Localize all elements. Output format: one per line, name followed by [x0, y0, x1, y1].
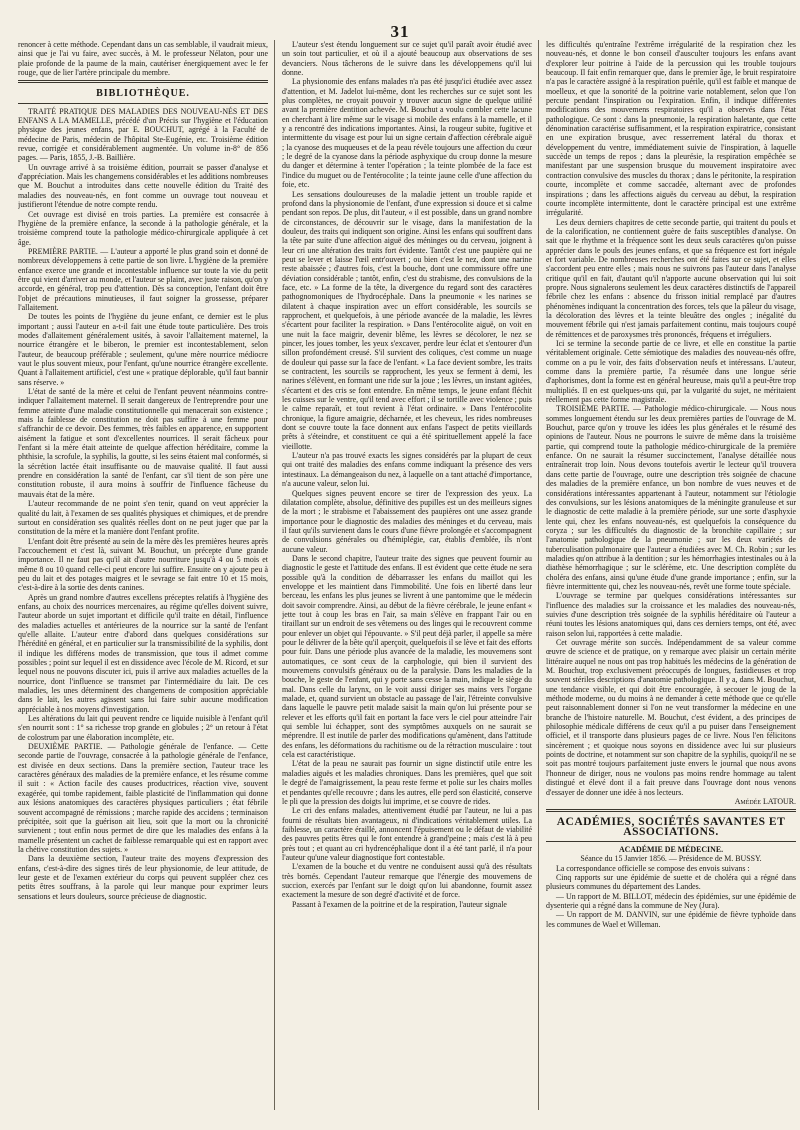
- bibliotheque-heading: BIBLIOTHÈQUE.: [96, 88, 190, 100]
- academies-heading: ACADÉMIES, SOCIÉTÉS SAVANTES ET ASSOCIATIONS.: [556, 816, 786, 838]
- column-right: [546, 40, 796, 1115]
- author-signature: Amédée LATOUR.: [734, 796, 796, 806]
- paragraph: PREMIÈRE PARTIE. — L'auteur a apporté le plus grand soin et donné de nombreux développemens à cette partie de son livre. L'hygiène de la première enfance exerce une grande et incontestable influence sur toute la vie du petit être qui vient d'arriver au monde, et l'auteur se plaint, avec juste raison, qu'on y accorde, en général, trop peu d'attention. Dès sa conception, l'enfant doit être l'objet de précautions minutieuses, il faut soigner la grossesse, préparer l'allaitement.: [18, 246, 268, 312]
- paragraph: L'auteur n'a pas trouvé exacts les signes considérés par la plupart de ceux qui ont traité des maladies des enfans comme indiquant la présence des vers intestinaux. La démangeaison du nez, à laquelle on a tant attaché d'importance, n'a aucune valeur, selon lui.: [282, 451, 532, 489]
- academy-name: ACADÉMIE DE MÉDECINE.: [618, 844, 724, 854]
- paragraph: Dans le second chapitre, l'auteur traite des signes que peuvent fournir au diagnostic le geste et l'attitude des enfans. Il est évident que cette étude ne sera possible qu'à la condition de débarrasser les enfans du maillot qui les enveloppe et les maintient dans l'immobilité. Une fois en liberté dans leur berceau, les enfans les plus jeunes se livrent à une pantomime que le médecin doit savoir comprendre. Ainsi, au début de la fièvre cérébrale, le jeune enfant « jette tout à coup les bras en l'air, sa main s'élève en frappant l'air ou en tiraillant sur un endroit de ses vêtemens ou des linges qui le recouvrent comme pour enlever un objet qui l'épouvante. » S'il peut déjà parler, il appelle sa mère pour le délivrer de la bête qu'il aperçoit, quelquefois il se lève et fait des efforts pour fuir. Dans une période plus avancée de la maladie, les mouvemens sont automatiques, ce sont ceux de la carphologie, qui bien il survient des mouvemens convulsifs généraux ou de la paralysie. Dans les maladies de la bouche, le geste de l'enfant, qui y porte sans cesse la main, indique le siège du mal. Dans celle du larynx, on le voit aussi diriger ses mains vers l'organe malade, et, quand survient un obstacle au passage de l'air, l'étreinte convulsive dans laquelle le pauvre petit malade saisit la main qu'on lui présente pour se relever et les efforts qu'il fait en portant la face vers le ciel pour atteindre l'air qui semble lui échapper, sont des symptômes auxquels on ne saurait se méprendre. Il est inutile de parler des modifications qu'amènent, dans l'attitude des enfans, les déformations du rachitisme ou de la rétraction musculaire : tout cela est caractéristique.: [282, 553, 532, 760]
- paragraph: L'enfant doit être présenté au sein de la mère dès les premières heures après l'accouchement et c'est là, suivant M. Bouchut, un précepte d'une grande importance. Il ne faut pas qu'il ait d'autre nourriture jusqu'à 4 ou 5 mois et même 8 ou 10 quand celle-ci peut encore lui suffire. Ensuite on y ajoute peu à peu du lait et des potages maigres et le sevrage se fait entre 10 et 15 mois, c'est-à-dire à la sortie des dents canines.: [18, 536, 268, 593]
- paragraph: Cet ouvrage mérite son succès. Indépendamment de sa valeur comme œuvre de science et de pratique, on y remarque avec plaisir un certain mérite littéraire auquel ne nous ont pas trop habitués les médecins de la génération de M. Bouchut, trop exclusivement préoccupés de longues, fastidieuses et trop souvent stériles descriptions d'anatomie pathologique. Il y a, dans M. Bouchut, une tendance visible, et qui doit être encouragée, à secouer le joug de la méthode moderne, ou du moins à ne demander à cette méthode que ce qu'elle peut raisonnablement donner si l'on ne veut transformer la médecine en une branche de l'histoire naturelle. M. Bouchut, c'est évident, a des principes de philosophie médicale différens de ceux qu'il a pu puiser dans l'enseignement officiel, et il transporte dans plusieurs pages de ce livre. Nous l'en félicitons sincèrement ; et quoique nous soyons en dissidence avec lui sur plusieurs points de doctrine, et notamment sur son chapitre de la syphilis, quoiqu'il ne se soit pas montré toujours parfaitement juste envers le journal que nous avons l'honneur de diriger, nous ne voulons pas moins rendre hommage au talent distingué et élevé dont il a fait preuve dans l'ouvrage dont nous venons d'essayer de donner une idée à nos lecteurs.: [546, 638, 796, 797]
- column-middle: [282, 40, 532, 1115]
- paragraph: L'ouvrage se termine par quelques considérations intéressantes sur l'influence des maladies sur la croissance et les maladies des nouveau-nés, suivies d'une description très soignée de la syphilis héréditaire où l'auteur a réuni toutes les lésions anatomiques qui, dans ces derniers temps, ont été, avec raison selon lui, rapportées à cette maladie.: [546, 591, 796, 638]
- paragraph: Le cri des enfans malades, attentivement étudié par l'auteur, ne lui a pas fourni de résultats bien avantageux, ni d'indications véritablement utiles. La faiblesse, un caractère éraillé, annoncent l'épuisement ou le défaut de viabilité des pauvres petits êtres qui le font entendre à grand'peine ; mais c'est là à peu près tout ; et quant au cri hydrencéphalique dont il a été tant parlé, il n'a pour l'auteur qu'une valeur diagnostique fort contestable.: [282, 806, 532, 862]
- paragraph: L'état de santé de la mère et celui de l'enfant peuvent néanmoins contre-indiquer l'allaitement maternel. Il serait dangereux de l'entreprendre pour une femme atteinte d'une maladie constitutionnelle qui menacerait son existence ; mais la faiblesse de constitution ne doit pas suffire à une femme pour s'affranchir de ce devoir. Des femmes, très faibles en apparence, en supportent aisément la fatigue et sont d'excellentes nourrices. Il serait fâcheux pour l'enfant si la mère était atteinte de quelque affection héréditaire, comme la phthisie, la scrofule, la syphilis, la goutte, si les seins étaient mal conformés, si la sécrétion lactée était insuffisante ou de mauvaise qualité. Il faut aussi prendre en considération la santé de l'enfant, car s'il tient de son père une constitution robuste, il aura moins à souffrir de l'influence fâcheuse du mauvais état de la mère.: [18, 387, 268, 499]
- paragraph: Cinq rapports sur une épidémie de suette et de choléra qui a régné dans plusieurs communes du département des Landes.: [546, 872, 796, 892]
- paragraph: La physionomie des enfans malades n'a pas été jusqu'ici étudiée avec assez d'attention, et M. Jadelot lui-même, dont les recherches sur ce sujet sont les plus complètes, ne croyait pouvoir y trouver aucun signe de quelque utilité avant la première dentition achevée. M. Bouchut a voulu combler cette lacune en cherchant à lire même sur le visage si mobile des enfans à la mamelle, et il y a rencontré des indications importantes. Ainsi, la rougeur subite, fugitive et intermittente du visage est pour lui un signe certain d'affection cérébrale aiguë ; la cyanose des muqueuses et de la peau révèle toujours une affection du cœur ; le degré de la cyanose dans la période asphyxique du croup donne la mesure du danger et détermine à tenter l'opération ; la teinte plombée de la face est l'indice du muguet ou de l'entérocolite ; la teinte jaune celle d'une affection du foie, etc.: [282, 77, 532, 190]
- paragraph: De toutes les points de l'hygiène du jeune enfant, ce dernier est le plus important ; aussi l'auteur en a-t-il fait une étude toute particulière. Des trois modes d'allaitement généralement usités, à savoir l'allaitement maternel, la nourrice étrangère et le biberon, le premier est incontestablement, selon l'auteur, de beaucoup préférable ; seulement, qu'une mère nourrice médiocre vaut le plus souvent mieux, pour l'enfant, qu'une nourrice étrangère excellente. Quant à l'allaitement artificiel, c'est une « pratique déplorable, qu'il faut bannir sans réserve. »: [18, 312, 268, 387]
- paragraph: Les altérations du lait qui peuvent rendre ce liquide nuisible à l'enfant qu'il s'en nourrit sont : 1° sa richesse trop grande en globules ; 2° un retour à l'état de colostrum par une élaboration incomplète, etc.: [18, 714, 268, 742]
- paragraph: Après un grand nombre d'autres excellens préceptes relatifs à l'hygiène des enfans, au choix des nourrices mercenaires, au régime qu'elles doivent suivre, l'auteur aborde un sujet important et difficile qu'il traite en détail, l'influence des maladies actuelles et antérieures de la nourrice sur la santé de l'enfant qu'elle allaite. L'auteur entre d'abord dans quelques considérations sur l'hérédité en général, et en particulier sur la transmissibilité de la syphilis, dont il indique les différens modes de transmission, que tous il admet comme possibles ; point sur lequel il est en dissidence avec l'école de M. Ricord, et sur lequel nous ne pouvons discuter ici, puis il arrive aux maladies actuelles de la nourrice, dont l'influence se transmet par l'intermédiaire du lait. De ces maladies, les unes déterminent des changemens de composition appréciable dans le lait, les autres agissent sans lui faire subir aucune modification appréciable à nos moyens d'investigation.: [18, 592, 268, 714]
- paragraph: Un ouvrage arrivé à sa troisième édition, pourrait se passer d'analyse et d'appréciation. Mais les changemens considérables et les additions nombreuses que M. Bouchut a introduites dans cette nouvelle édition du Traité des maladies des nouveau-nés, en font comme un ouvrage tout nouveau et justifieront l'étendue de notre compte rendu.: [18, 162, 268, 210]
- paragraph: Les deux derniers chapitres de cette seconde partie, qui traitent du pouls et de la calorification, ne contiennent guère de faits susceptibles d'analyse. On sait que le rhythme et la fréquence sont les deux seuls caractères qu'on puisse apprécier dans le pouls des jeunes enfans, et que sa fréquence est fort inégale et fort variable. De nombreuses recherches ont été faites sur ce sujet, et elles s'accordent peu entre elles ; mais nous ne suivrons pas l'auteur dans l'analyse critique qu'il en fait, d'autant qu'il n'apporte aucune observation qui lui soit propre. Nous signalerons seulement les deux caractères distinctifs de l'appareil fébrile chez les enfans : absence du frisson initial remplacé par d'autres phénomènes indiquant la concentration des forces, tels que la pâleur du visage, la décoloration des lèvres et la teinte bleuâtre des ongles ; inégalité du mouvement fébrile qui n'est jamais parfaitement continu, mais toujours coupé de rémittences et de paroxysmes très prononcés, fréquens et irréguliers.: [546, 217, 796, 339]
- paragraph: TROISIÈME PARTIE. — Pathologie médico-chirurgicale. — Nous nous sommes longuement étendu sur les deux premières parties de l'ouvrage de M. Bouchut, parce qu'on y trouve les idées les plus générales et le résumé des opinions de l'auteur. Nous ne pourrons le suivre de même dans la troisième partie, qui comprend toute la pathologie médico-chirurgicale de la première enfance. On ne saurait la résumer succinctement, l'analyse détaillée nous entraînerait trop loin. Nous devons toutefois avertir le lecteur qu'il trouvera dans cette partie de l'ouvrage, outre une description très soignée de chacune des maladies de la première enfance, un bon nombre de vues neuves et de considérations intéressantes appartenant à l'auteur, notamment sur l'étiologie des convulsions, sur les lésions anatomiques de la méningite granuleuse et sur le diagnostic de cette maladie à la première période, sur une sorte d'asphyxie lente qui, chez les enfans nouveau-nés, est quelquefois la conséquence du coryza ; sur les difficultés du diagnostic de la bronchite capillaire ; sur l'anatomie pathologique de la pneumonie ; sur les deux variétés de tuberculisation pulmonaire que l'auteur a étudiées avec M. Ch. Robin ; sur les maladies qu'on attribue à la dentition ; sur les hémorrhagies intestinales ou à la diathèse hémorrhagique ; sur le sclérème, etc. Une description complète du choléra des enfans, ainsi qu'une étude d'une grande importance ; enfin, sur la fièvre intermittente qui, chez les nouveau-nés, revêt une forme toute spéciale.: [546, 404, 796, 591]
- section-divider: [18, 80, 268, 83]
- column-rule: [274, 40, 275, 1110]
- paragraph: Dans la deuxième section, l'auteur traite des moyens d'expression des enfans, c'est-à-dire des signes tirés de leur physionomie, de leur attitude, de leur geste et de l'examen extérieur du corps qui peuvent suppléer chez ces petits êtres souffrans, à la parole qui leur manque pour exprimer leurs sensations et leurs douleurs, source précieuse de diagnostic.: [18, 854, 268, 901]
- paragraph: L'auteur s'est étendu longuement sur ce sujet qu'il paraît avoir étudié avec un soin tout particulier, et où il a ajouté beaucoup aux observations de ses devanciers. Nous tâcherons de le suivre dans les développemens qu'il lui donne.: [282, 40, 532, 78]
- heading-underline: [546, 841, 796, 842]
- section-divider: [546, 809, 796, 812]
- column-rule: [538, 40, 539, 1110]
- paragraph: — Un rapport de M. BILLOT, médecin des épidémies, sur une épidémie de dysenterie qui a régné dans la commune de Ney (Jura).: [546, 891, 796, 910]
- paragraph: les difficultés qu'entraîne l'extrême irrégularité de la respiration chez les nouveau-nés, et donne le bon conseil d'ausculter toujours les enfans avant d'explorer leur poitrine à l'aide de la percussion qui les trouble toujours beaucoup. Il fait enfin remarquer que, dans le premier âge, le bruit respiratoire n'a pas le caractère assigné à la respiration puérile, qu'il est faible et manque de moelleux, et que la sonorité de la poitrine varie notablement, selon que l'on percute pendant l'inspiration ou l'expiration. Enfin, il indique différentes modifications des mouvemens respiratoires qu'il a observés dans l'état pathologique. Ce sont : dans la pneumonie, la respiration haletante, que cette dénomination caractérise suffisamment, et la respiration expiratrice, consistant en une expiration brusque, avec resserrement latéral du thorax et développement du ventre, immédiatement suivie de l'inspiration, à laquelle succède un temps de repos ; dans la pleurésie, la respiration empêchée se manifestant par une suspension brusque du mouvement inspiratoire avec contraction convulsive des muscles du thorax ; dans le péritonite, la respiration courte, incomplète et comme saccadée, alternant avec de profondes inspirations ; dans les affections aiguës du cerveau au début, la respiration courte incomplète intermittente, dont le caractère principal est une extrême irrégularité.: [546, 40, 796, 218]
- page-number: 31: [390, 22, 410, 41]
- session-line: Séance du 15 Janvier 1856. — Présidence de M. BUSSY.: [580, 854, 762, 864]
- column-left: [18, 40, 268, 1115]
- opening-paragraph: renoncer à cette méthode. Cependant dans un cas semblable, il vaudrait mieux, ainsi que je l'ai vu faire, avec succès, à M. le professeur Nélaton, pour une plaie profonde de la paume de la main, cautériser énergiquement avec le fer rouge, que de lier l'artère principale du membre.: [18, 40, 268, 78]
- paragraph: L'auteur recommande de ne point s'en tenir, quand on veut apprécier la qualité du lait, à l'examen de ses qualités physiques et chimiques, et de prendre surtout en considération ses qualités réelles dont on ne peut juger que par la constitution de la mère et la manière dont l'enfant profite.: [18, 499, 268, 537]
- paragraph: DEUXIÈME PARTIE. — Pathologie générale de l'enfance. — Cette seconde partie de l'ouvrage, consacrée à la pathologie générale de l'enfance, est divisée en deux sections. Dans la première section, l'auteur trace les caractères généraux des maladies de la première enfance, et les résume comme il suit : « Action facile des causes productrices, réaction vive, souvent exagérée, qui tombe rapidement, faible plasticité de l'inflammation qui donne aux lésions anatomiques des caractères physiques particuliers ; état fébrile souvent accompagné de rémissions ; marche rapide des accidens ; terminaison précipitée, soit que la guérison ait lieu, soit que la mort ou la chronicité survienent ; tout enfin nous permet de dire que les maladies des enfans à la mamelle présentent un cachet de faiblesse remarquable qui est en rapport avec la chétive constitution des sujets. »: [18, 742, 268, 854]
- paragraph: Quelques signes peuvent encore se tirer de l'expression des yeux. La dilatation complète, absolue, définitive des pupilles est un des meilleurs signes de la mort ; le strabisme et l'abaissement des paupières ont une assez grande importance pour le diagnostic des maladies des méninges et du cerveau, mais il faut qu'ils survienent dans le cours d'une fièvre prolongée et s'accompagnent de convulsions générales ou d'hémiplégie, car, établis d'emblée, ils n'ont aucune valeur.: [282, 488, 532, 554]
- book-citation: TRAITÉ PRATIQUE DES MALADIES DES NOUVEAU-NÉS ET DES ENFANS A LA MAMELLE, précédé d'un Précis sur l'hygiène et l'éducation physique des jeunes enfans, par E. BOUCHUT, agrégé à la Faculté de médecine de Paris, médecin de l'hôpital Ste-Eugénie, etc. Troisième édition revue, corrigée et considérablement augmentée. Un volume in-8° de 856 pages. — Paris, 1855, J.-B. Baillière.: [18, 106, 268, 163]
- paragraph: La correspondance officielle se compose des envois suivans :: [556, 863, 750, 873]
- paragraph: — Un rapport de M. DANVIN, sur une épidémie de fièvre typhoïde dans les communes de Wael et Willeman.: [546, 910, 796, 929]
- paragraph: L'état de la peau ne saurait pas fournir un signe distinctif utile entre les maladies aiguës et les maladies chroniques. Dans les premières, quel que soit le degré de l'amaigrissement, la peau reste ferme et polie sur les chairs molles et pendantes qu'elle recouvre ; dans les autres, elle perd son élasticité, conserve le pli que la pression des doigts lui imprime, et se couvre de rides.: [282, 759, 532, 806]
- paragraph: Les sensations douloureuses de la maladie jettent un trouble rapide et profond dans la physionomie de l'enfant, d'une expression si douce et si calme pendant son repos. De plus, dit l'auteur, « il est possible, dans un grand nombre de circonstances, de découvrir sur le visage, dans la manifestation de la douleur, des traits qui indiquent son origine. Ainsi les enfans qui souffrent dans la tête par suite d'une affection aiguë des méninges ou du cerveau, joignent à leur cri une altération des traits fort évidente. Tantôt c'est une paupière qui ne peut se lever et laisse l'œil entr'ouvert ; ou bien c'est le nez, dont une narine reste abaissée ; d'autres fois, c'est la bouche, dont une commissure offre une déviation considérable ; tantôt, enfin, c'est du strabisme, des convulsions de la face, etc. » La forme de la tête, la divergence du regard sont des caractères pathognomoniques de l'hydrocéphale. Dans la pneumonie « les narines se dilatent à chaque inspiration avec un effort considérable, les sourcils se rapprochent, et quelquefois, à une période avancée de la maladie, les lèvres s'écartent pour faciliter la respiration. » Dans l'entérocolite aiguë, on voit en une nuit la face maigrir, devenir blême, les lèvres se décolorer, le nez se pincer, les joues tomber, les yeux s'excaver, perdre leur éclat et s'entourer d'un sillon profondément creusé. S'il survient des coliques, c'est comme un nuage de douleur qui passe sur la face de l'enfant. « La face devient sombre, les traits se contractent, les sourcils se rapprochent, les yeux se ferment à demi, les narines s'élèvent, en formant une ride sur la joue ; les lèvres, un instant agitées, s'écartent et des cris se font entendre. En même temps, le jeune enfant fléchit les cuisses sur le ventre, qu'il tend avec effort ; il se tortille avec violence ; puis le calme reparaît, et tout revient à l'état ordinaire. » Dans l'entérocolite chronique, la figure amaigrie, décharnée, et les cheveux, les rides nombreuses dont se couvre toute la face donnent aux enfans l'aspect de petits vieillards prêts à s'éteindre, et constituent ce qui a été spirituellement appelé la face vieillotte.: [282, 189, 532, 451]
- paragraph: Ici se termine la seconde partie de ce livre, et elle en constitue la partie véritablement originale. Cette sémiotique des maladies des nouveau-nés offre, comme on a pu le voir, des faits d'observation neufs et intéressans. L'auteur, comme dans la première partie, l'a résumée dans une longue série d'aphorismes, dont la forme est en général heureuse, mais qu'il a peut-être trop multipliés. Il en est quelques-uns qui, par la vulgarité du sujet, ne méritaient réellement pas cette forme magistrale.: [546, 339, 796, 405]
- heading-underline: [18, 103, 268, 104]
- paragraph: Cet ouvrage est divisé en trois parties. La première est consacrée à l'hygiène de la première enfance, la seconde à la pathologie générale, et la troisième comprend toute la pathologie médico-chirurgicale appliquée à cet âge.: [18, 209, 268, 247]
- paragraph: Passant à l'examen de la poitrine et de la respiration, l'auteur signale: [292, 899, 507, 909]
- paragraph: L'examen de la bouche et du ventre ne conduisent aussi qu'à des résultats très bornés. Cependant l'auteur remarque que l'énergie des mouvemens de succion, exercés par l'enfant sur le doigt qu'on lui abandonne, fournit assez exactement la mesure de son degré d'activité et de force.: [282, 862, 532, 900]
